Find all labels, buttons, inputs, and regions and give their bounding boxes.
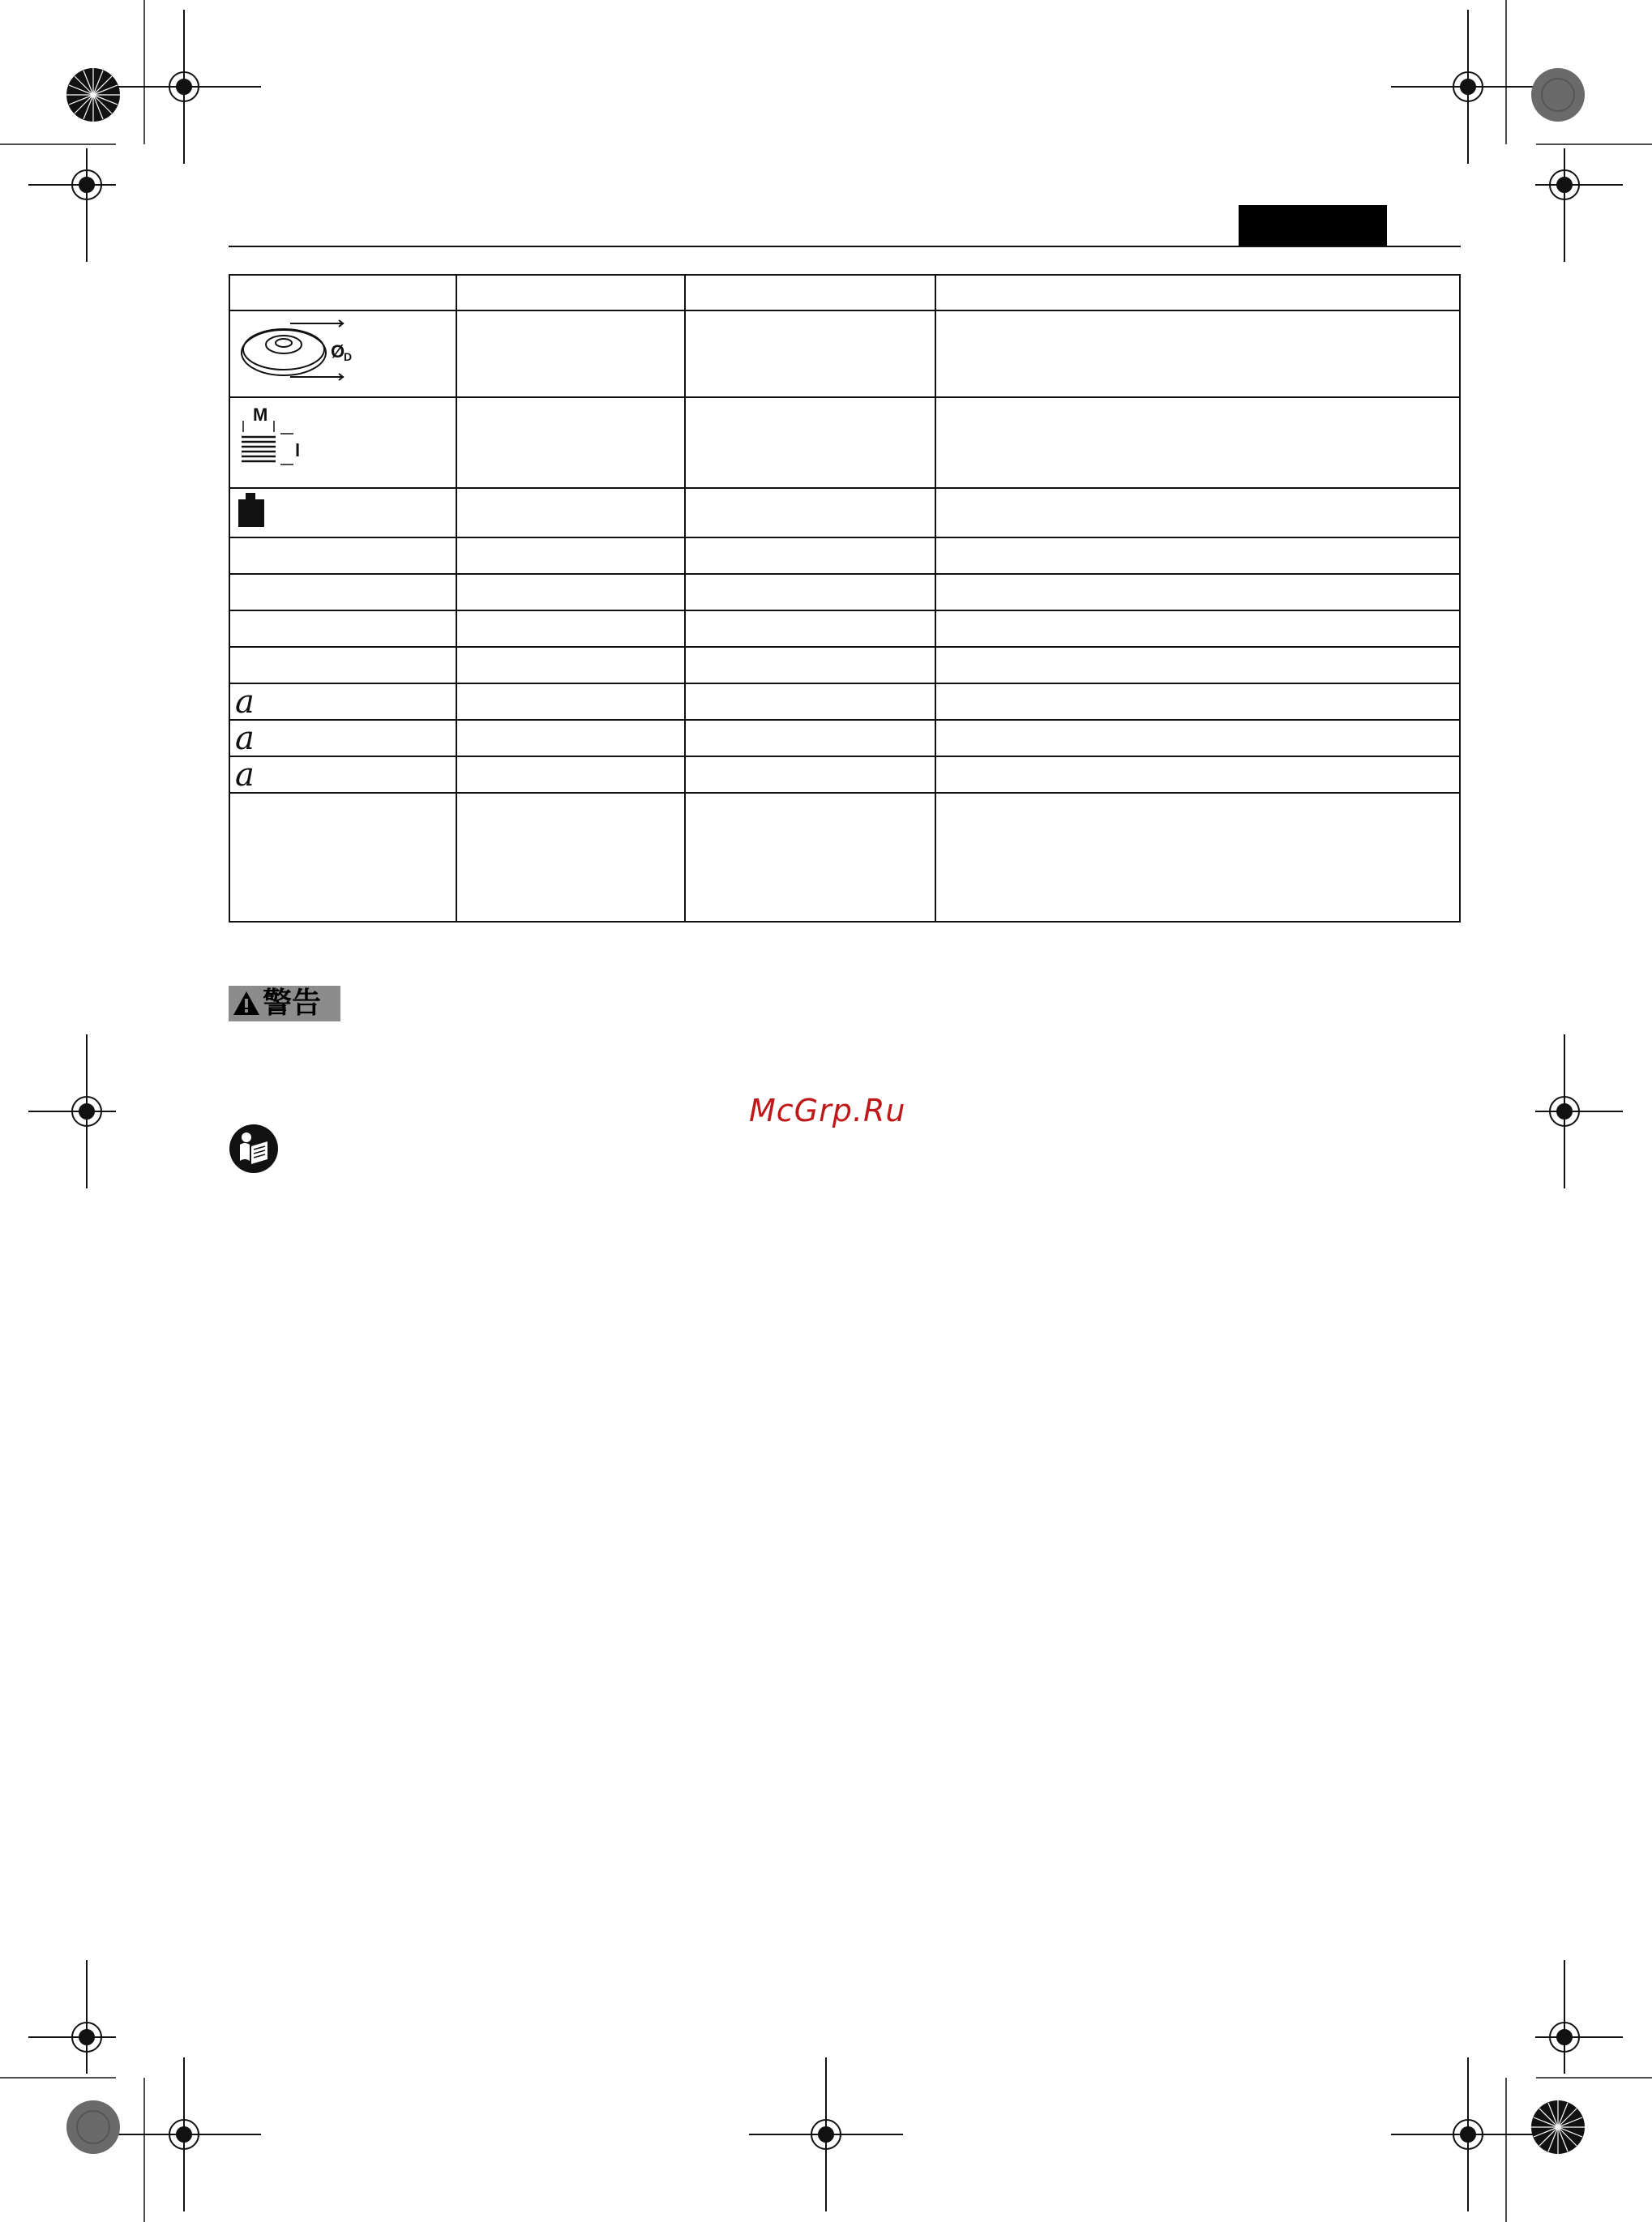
table-cell [685,310,935,397]
table-cell [456,756,686,793]
table-cell [935,683,1460,720]
table-cell [229,488,456,537]
alpha-symbol: a [235,719,255,757]
table-cell [685,537,935,574]
technical-data-table [229,274,1461,923]
table-cell [685,756,935,793]
table-cell [456,793,686,922]
table-cell [685,683,935,720]
warning-label: 警告 [263,987,322,1020]
table-cell [229,397,456,488]
table-cell [685,397,935,488]
table-cell [229,756,456,793]
table-row [229,574,1460,610]
table-cell [935,720,1460,756]
table-cell [685,275,935,310]
table-row [229,647,1460,683]
alpha-symbol: a [235,756,255,794]
table-cell [229,793,456,922]
read-manual-icon [229,1124,279,1174]
table-cell [456,488,686,537]
table-cell [229,610,456,647]
table-cell [935,793,1460,922]
table-cell [685,488,935,537]
warning-triangle-icon [232,990,261,1017]
table-cell [456,537,686,574]
table-cell [935,537,1460,574]
table-cell [456,310,686,397]
weight-icon [235,490,267,530]
table-cell [456,720,686,756]
thread-length-icon [235,401,324,479]
table-row [229,488,1460,537]
table-row [229,683,1460,720]
table-cell [935,756,1460,793]
table-cell [935,275,1460,310]
svg-text:l: l [295,439,301,460]
svg-text:D: D [344,350,353,363]
table-cell [456,574,686,610]
table-cell [229,574,456,610]
disc-diameter-icon [235,312,365,390]
table-row [229,720,1460,756]
table-cell [229,275,456,310]
table-cell [229,720,456,756]
table-row [229,397,1460,488]
table-cell [935,574,1460,610]
table-cell [229,537,456,574]
density-mark-bottom-left [66,2100,120,2154]
table-cell [685,610,935,647]
density-mark-top-right [1531,68,1585,122]
table-cell [935,647,1460,683]
table-header-row [229,275,1460,310]
table-cell [456,647,686,683]
table-cell [685,793,935,922]
table-cell [229,310,456,397]
table-row [229,310,1460,397]
table-cell [229,647,456,683]
warning-badge [229,986,340,1021]
table-cell [935,610,1460,647]
table-cell [456,275,686,310]
table-row [229,793,1460,922]
table-row [229,756,1460,793]
svg-text:M: M [253,404,268,425]
table-row [229,537,1460,574]
table-cell [935,397,1460,488]
table-cell [685,574,935,610]
starburst-mark-top-left [66,68,120,122]
svg-text:Ø: Ø [331,341,345,362]
table-cell [685,647,935,683]
table-cell [229,683,456,720]
table-cell [935,310,1460,397]
table-cell [685,720,935,756]
table-cell [456,610,686,647]
alpha-symbol: a [235,683,255,721]
table-cell [456,683,686,720]
table-row [229,610,1460,647]
header-rule [229,246,1461,247]
table-cell [935,488,1460,537]
watermark-text: McGrp.Ru [749,1093,906,1128]
header-section-tab [1239,205,1387,246]
table-cell [456,397,686,488]
starburst-mark-bottom-right [1531,2100,1585,2154]
